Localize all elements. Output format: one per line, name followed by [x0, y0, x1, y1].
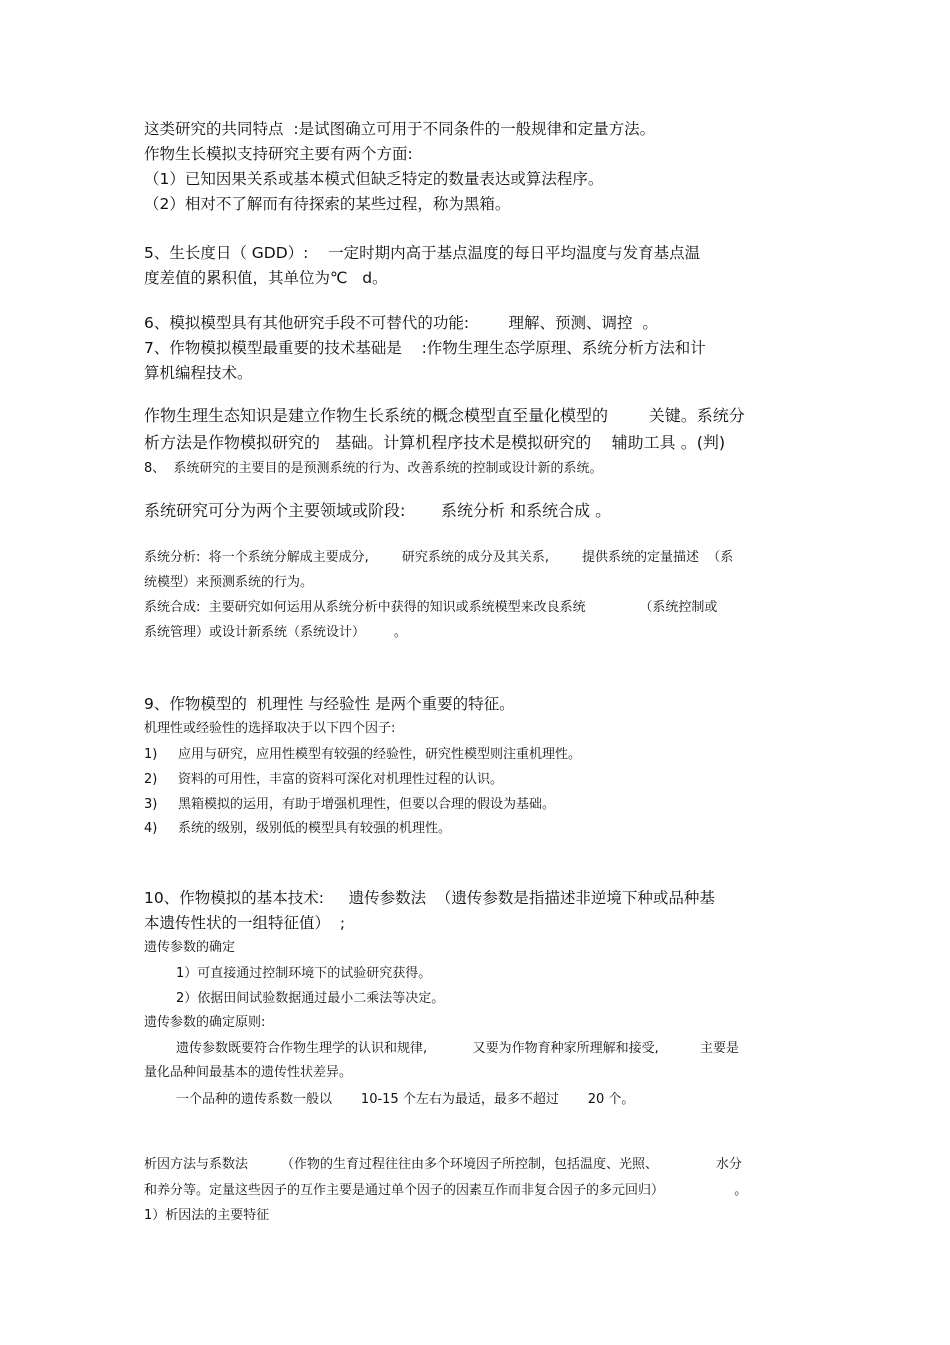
- text-line: 度差值的累积值，其单位为℃ d。: [144, 269, 388, 287]
- text-line: 遗传参数的确定: [144, 940, 236, 955]
- text-line: 6、模拟模型具有其他研究手段不可替代的功能: 理解、预测、调控 。: [144, 314, 658, 332]
- text-line: 量化品种间最基本的遗传性状差异。: [144, 1065, 353, 1080]
- text-line: 这类研究的共同特点 :是试图确立可用于不同条件的一般规律和定量方法。: [144, 120, 656, 138]
- list-item: 1) 应用与研究，应用性模型有较强的经验性，研究性模型则注重机理性。: [144, 747, 582, 762]
- text-line: 10、作物模拟的基本技术: 遗传参数法 （遗传参数是指描述非逆境下种或品种基: [144, 889, 715, 907]
- list-item: 2) 资料的可用性，丰富的资料可深化对机理性过程的认识。: [144, 772, 504, 787]
- text-line: 机理性或经验性的选择取决于以下四个因子:: [144, 721, 396, 736]
- text-line: 本遗传性状的一组特征值） ;: [144, 914, 346, 932]
- text-line: 7、作物模拟模型最重要的技术基础是 :作物生理生态学原理、系统分析方法和计: [144, 339, 706, 357]
- text-line: 系统管理）或设计新系统（系统设计） 。: [144, 625, 407, 640]
- text-line: 一个品种的遗传系数一般以 10-15 个左右为最适，最多不超过 20 个。: [176, 1092, 635, 1107]
- text-line: 系统分析: 将一个系统分解成主要成分, 研究系统的成分及其关系, 提供系统的定量描述 （系: [144, 550, 734, 565]
- text-line: 算机编程技术。: [144, 364, 253, 382]
- text-line: （1）已知因果关系或基本模式但缺乏特定的数量表达或算法程序。: [144, 170, 604, 188]
- text-line: 统模型）来预测系统的行为。: [144, 575, 314, 590]
- text-line: 析因方法与系数法 （作物的生育过程往往由多个环境因子所控制，包括温度、光照、 水分: [144, 1157, 742, 1172]
- list-item: 1）可直接通过控制环境下的试验研究获得。: [176, 966, 432, 981]
- text-line: 作物生长模拟支持研究主要有两个方面:: [144, 145, 413, 163]
- text-line: 作物生理生态知识是建立作物生长系统的概念模型直至量化模型的 关键。系统分: [144, 406, 745, 425]
- list-item: 2）依据田间试验数据通过最小二乘法等决定。: [176, 991, 445, 1006]
- text-line: 9、作物模型的 机理性 与经验性 是两个重要的特征。: [144, 695, 515, 713]
- text-line: 系统合成: 主要研究如何运用从系统分析中获得的知识或系统模型来改良系统 （系统控制或: [144, 600, 718, 615]
- text-line: 和养分等。定量这些因子的互作主要是通过单个因子的因素互作而非复合因子的多元回归） 。: [144, 1183, 748, 1198]
- text-line: 1）析因法的主要特征: [144, 1208, 270, 1223]
- text-line: 5、生长度日（ GDD）: 一定时期内高于基点温度的每日平均温度与发育基点温: [144, 244, 701, 262]
- text-line: 遗传参数的确定原则:: [144, 1015, 266, 1030]
- text-line: 遗传参数既要符合作物生理学的认识和规律, 又要为作物育种家所理解和接受, 主要是: [176, 1041, 740, 1056]
- text-line: 析方法是作物模拟研究的 基础。计算机程序技术是模拟研究的 辅助工具 。(判): [144, 433, 726, 452]
- list-item: 4) 系统的级别，级别低的模型具有较强的机理性。: [144, 821, 452, 836]
- list-item: 3) 黑箱模拟的运用，有助于增强机理性，但要以合理的假设为基础。: [144, 797, 556, 812]
- text-line: 系统研究可分为两个主要领域或阶段: 系统分析 和系统合成 。: [144, 501, 612, 520]
- text-line: （2）相对不了解而有待探索的某些过程，称为黑箱。: [144, 195, 511, 213]
- text-line: 8、 系统研究的主要目的是预测系统的行为、改善系统的控制或设计新的系统。: [144, 461, 603, 476]
